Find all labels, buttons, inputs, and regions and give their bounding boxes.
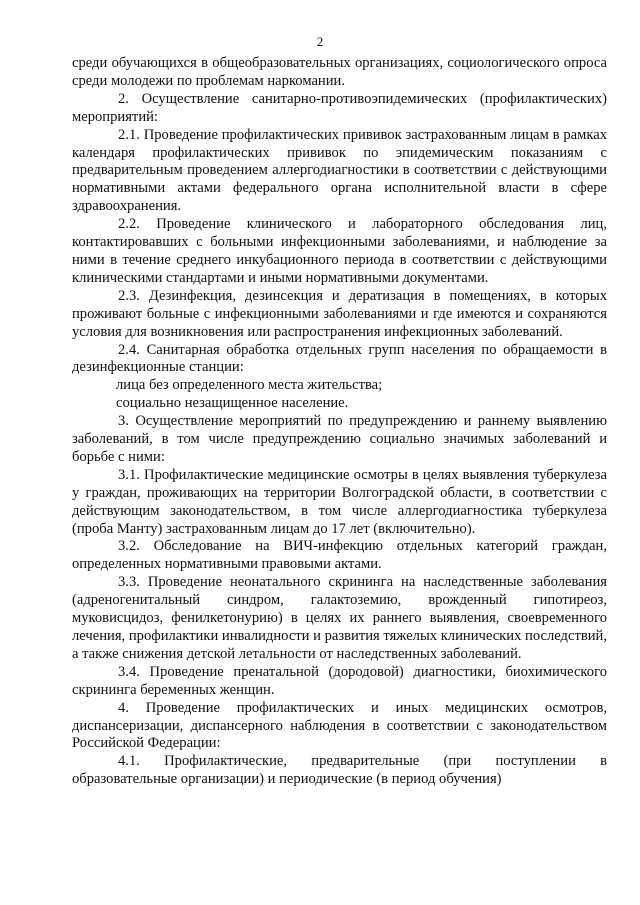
paragraph-continuation: среди обучающихся в общеобразовательных организациях, социологического опроса среди молодежи по проблемам наркомании. (72, 55, 607, 89)
paragraph-section-4: 4. Проведение профилактических и иных медицинских осмотров, диспансеризации, диспансерного наблюдения в соответствии с законодательством Российской Федерации: (72, 699, 607, 752)
list-item-homeless: лица без определенного места жительства; (116, 377, 383, 394)
paragraph-2-3: 2.3. Дезинфекция, дезинсекция и дератизация в помещениях, в которых проживают больные с инфекционными заболеваниями и где имеются и сохраняются условия для возникновения или распространения инфекционных заболеваний. (72, 287, 607, 340)
document-body (72, 55, 607, 789)
paragraph-2-1: 2.1. Проведение профилактических прививок застрахованным лицам в рамках календаря профилактических прививок по эпидемическим показаниям с предварительным проведением аллергодиагностики в соответствии с действующими нормативными актами федерального органа исполнительной власти в сфере здравоохранения. (72, 126, 607, 215)
list-item-vulnerable: социально незащищенное население. (116, 395, 349, 412)
paragraph-section-3: 3. Осуществление мероприятий по предупреждению и раннему выявлению заболеваний, в том числе предупреждению социально значимых заболеваний и борьбе с ними: (72, 413, 607, 465)
paragraph-3-3: 3.3. Проведение неонатального скрининга на наследственные заболевания (адреногенитальный синдром, галактоземию, врожденный гипотиреоз, муковисцидоз, фенилкетонурию) в целях их раннего выявления, своевременного лечения, профилактики инвалидности и развития тяжелых клинических последствий, а также снижения детской летальности от наследственных заболеваний. (72, 574, 607, 662)
paragraph-4-1: 4.1. Профилактические, предварительные (при поступлении в образовательные организации) и периодические (в период обучения) (72, 753, 607, 788)
page-number: 2 (316, 34, 324, 49)
paragraph-3-2: 3.2. Обследование на ВИЧ-инфекцию отдельных категорий граждан, определенных нормативными правовыми актами. (72, 538, 607, 573)
paragraph-3-1: 3.1. Профилактические медицинские осмотры в целях выявления туберкулеза у граждан, проживающих на территории Волгоградской области, в соответствии с действующим законодательством, в том числе аллергодиагностика туберкулеза (проба Манту) застрахованным лицам до 17 лет (включительно). (72, 466, 607, 537)
paragraph-2-2: 2.2. Проведение клинического и лабораторного обследования лиц, контактировавших с больными инфекционными заболеваниями, и наблюдение за ними в течение среднего инкубационного периода в соответствии с действующими клиническими стандартами и иными нормативными документами. (72, 216, 607, 286)
paragraph-2-4: 2.4. Санитарная обработка отдельных групп населения по обращаемости в дезинфекционные станции: (72, 341, 607, 376)
paragraph-section-2: 2. Осуществление санитарно-противоэпидемических (профилактических) мероприятий: (72, 90, 607, 125)
paragraph-3-4: 3.4. Проведение пренатальной (дородовой) диагностики, биохимического скрининга беременных женщин. (72, 663, 607, 698)
